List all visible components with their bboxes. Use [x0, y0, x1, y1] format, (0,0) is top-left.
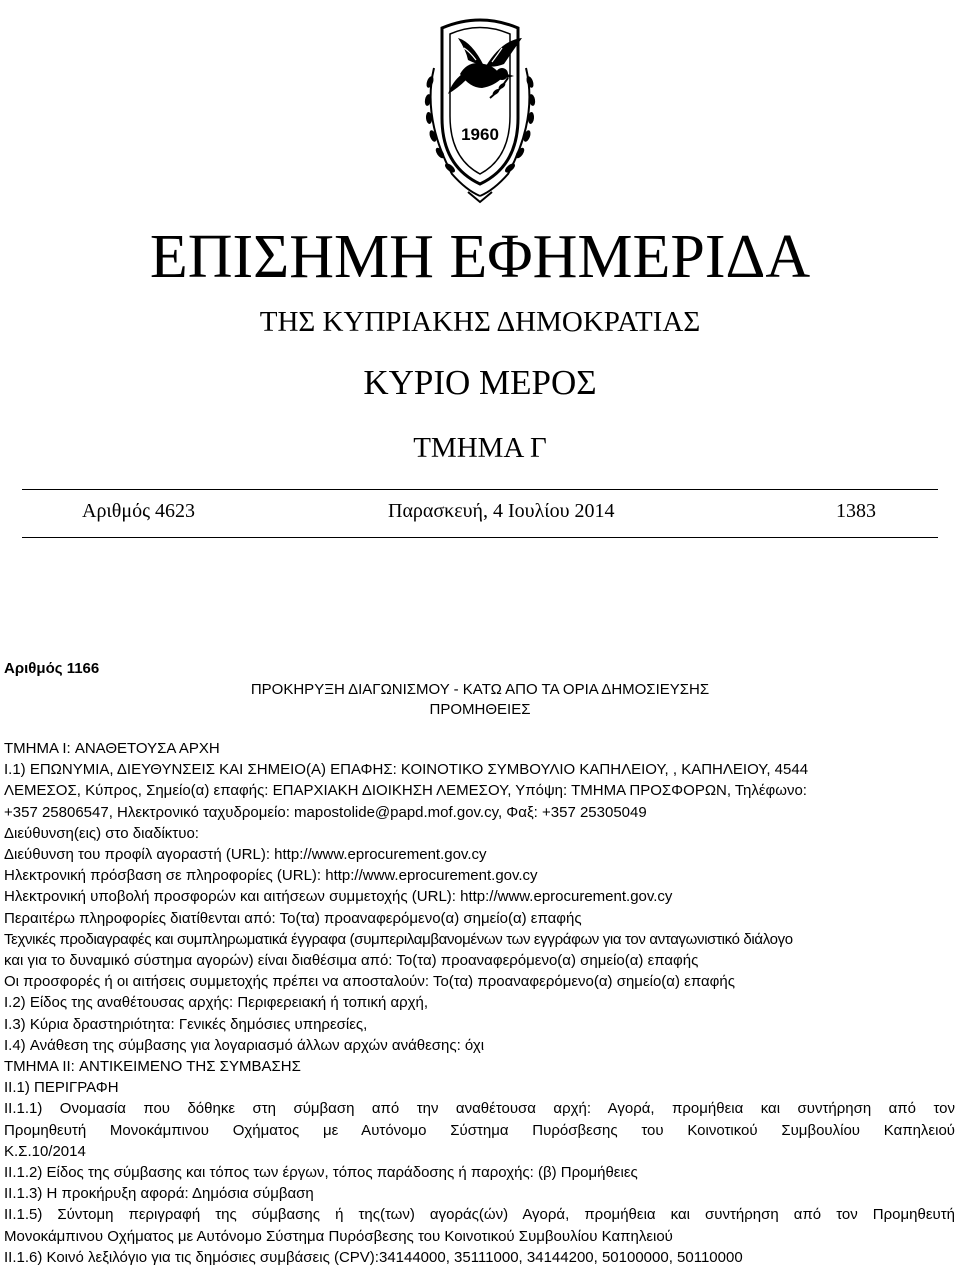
issue-info-row	[22, 500, 938, 528]
text-line: I.1) ΕΠΩΝΥΜΙΑ, ΔΙΕΥΘΥΝΣΕΙΣ ΚΑΙ ΣΗΜΕΙΟ(Α) ΕΠΑΦΗΣ: ΚΟΙΝΟΤΙΚΟ ΣΥΜΒΟΥΛΙΟ ΚΑΠΗΛΕΙΟΥ, , ΚΑΠΗΛΕΙΟΥ, 4544	[4, 761, 809, 779]
text-line: Ηλεκτρονική υποβολή προσφορών και αιτήσεων συμμετοχής (URL): http://www.eprocurement.gov.cy	[4, 888, 673, 906]
page-number: 1383	[836, 500, 876, 522]
issue-number: Αριθμός 4623	[82, 500, 196, 522]
notice-heading-line: ΠΡΟΚΗΡΥΞΗ ΔΙΑΓΩΝΙΣΜΟΥ - ΚΑΤΩ ΑΠΟ ΤΑ ΟΡΙΑ ΔΗΜΟΣΙΕΥΣΗΣ	[250, 681, 710, 698]
text-line: II.1.3) Η προκήρυξη αφορά: Δημόσια σύμβαση	[4, 1185, 314, 1203]
text-line: Διεύθυνση(εις) στο διαδίκτυο:	[4, 824, 199, 842]
text-line: +357 25806547, Ηλεκτρονικό ταχυδρομείο: mapostolide@papd.mof.gov.cy, Φαξ: +357 25305049	[4, 803, 647, 821]
text-line: II.1.2) Είδος της σύμβασης και τόπος των έργων, τόπος παράδοσης ή παροχής: (β) Προμήθειες	[4, 1164, 638, 1182]
gazette-subtitle: ΤΗΣ ΚΥΠΡΙΑΚΗΣ ΔΗΜΟΚΡΑΤΙΑΣ	[259, 306, 701, 338]
text-line: Κ.Σ.10/2014	[4, 1142, 86, 1160]
text-line: και για το δυναμικό σύστημα αγορών) είναι διαθέσιμα από: Το(τα) προαναφερόμενο(α) σημείο(α) επαφής	[4, 952, 699, 970]
text-line: Ηλεκτρονική πρόσβαση σε πληροφορίες (URL): http://www.eprocurement.gov.cy	[4, 867, 538, 885]
text-line: Μονοκάμπινου Οχήματος με Αυτόνομο Σύστημα Πυρόσβεσης του Κοινοτικού Συμβουλίου Καπηλειού	[4, 1227, 673, 1245]
text-line: Περαιτέρω πληροφορίες διατίθενται από: Το(τα) προαναφερόμενο(α) σημείο(α) επαφής	[4, 909, 582, 927]
text-line: I.2) Είδος της αναθέτουσας αρχής: Περιφερειακή ή τοπική αρχή,	[4, 994, 429, 1012]
text-line: II.1.6) Κοινό λεξιλόγιο για τις δημόσιες συμβάσεις (CPV):34144000, 35111000, 34144200, 50100000, 50110000	[4, 1248, 743, 1266]
issue-date: Παρασκευή, 4 Ιουλίου 2014	[388, 500, 615, 522]
gazette-part: ΚΥΡΙΟ ΜΕΡΟΣ	[363, 363, 597, 402]
coat-of-arms-icon	[372, 8, 588, 204]
text-line: II.1.5) Σύντομη περιγραφή της σύμβασης ή της(των) αγοράς(ών) Αγορά, προμήθεια και συντήρηση από τον Προμηθευτή	[4, 1206, 955, 1224]
text-line: I.4) Ανάθεση της σύμβασης για λογαριασμό άλλων αρχών ανάθεσης: όχι	[4, 1036, 485, 1054]
text-line: Διεύθυνση του προφίλ αγοραστή (URL): http://www.eprocurement.gov.cy	[4, 846, 487, 864]
gazette-section: ΤΜΗΜΑ Γ	[413, 432, 547, 464]
divider-bottom	[22, 537, 938, 538]
section-heading: ΤΜΗΜΑ II: ΑΝΤΙΚΕΙΜΕΝΟ ΤΗΣ ΣΥΜΒΑΣΗΣ	[4, 1058, 301, 1076]
notice-heading-line: ΠΡΟΜΗΘΕΙΕΣ	[429, 701, 531, 718]
text-line: Προμηθευτή Μονοκάμπινου Οχήματος με Αυτόνομο Σύστημα Πυρόσβεσης του Κοινοτικού Συμβουλίου Καπηλειού	[4, 1121, 955, 1139]
text-line: Οι προσφορές ή οι αιτήσεις συμμετοχής πρέπει να αποσταλούν: Το(τα) προαναφερόμενο(α) σημείο(α) επαφής	[4, 973, 735, 991]
text-line: II.1) ΠΕΡΙΓΡΑΦΗ	[4, 1079, 119, 1097]
gazette-title: ΕΠΙΣΗΜΗ ΕΦΗΜΕΡΙΔΑ	[149, 223, 811, 291]
text-line: ΛΕΜΕΣΟΣ, Κύπρος, Σημείο(α) επαφής: ΕΠΑΡΧΙΑΚΗ ΔΙΟΙΚΗΣΗ ΛΕΜΕΣΟΥ, Υπόψη: ΤΜΗΜΑ ΠΡΟΣΦΟΡΩΝ, Τηλέφωνο:	[4, 782, 807, 800]
section-heading: ΤΜΗΜΑ I: ΑΝΑΘΕΤΟΥΣΑ ΑΡΧΗ	[4, 740, 220, 757]
notice-heading	[0, 680, 960, 720]
divider-top	[22, 489, 938, 490]
notice-number: Αριθμός 1166	[4, 660, 100, 677]
text-line: Τεχνικές προδιαγραφές και συμπληρωματικά έγγραφα (συμπεριλαμβανομένων των εγγράφων για τον ανταγωνιστικό διάλογο	[4, 930, 793, 948]
text-line: I.3) Κύρια δραστηριότητα: Γενικές δημόσιες υπηρεσίες,	[4, 1015, 368, 1033]
text-line: II.1.1) Ονομασία που δόθηκε στη σύμβαση από την αναθέτουσα αρχή: Αγορά, προμήθεια και συντήρηση από τον	[4, 1100, 955, 1118]
svg-text:1960: 1960	[461, 125, 499, 144]
notice-body	[4, 738, 955, 1268]
